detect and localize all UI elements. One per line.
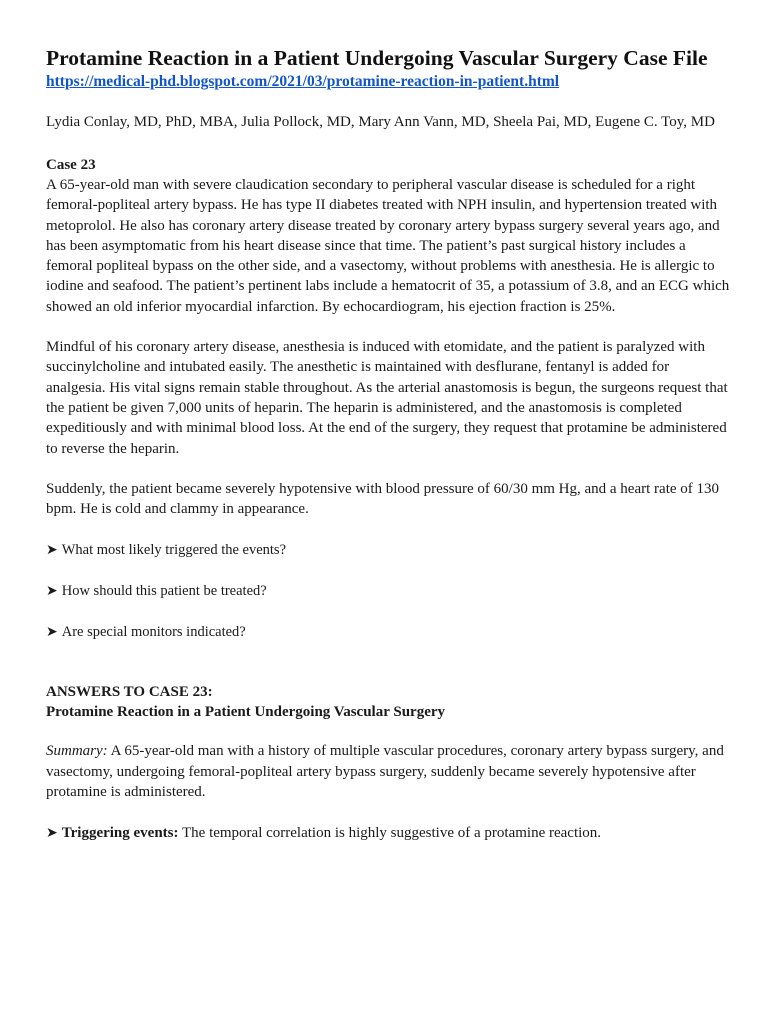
trigger-label: Triggering events: (61, 825, 179, 842)
answers-heading: ANSWERS TO CASE 23: (46, 684, 213, 701)
question-text: How should this patient be treated? (61, 583, 267, 600)
source-link[interactable]: https://medical-phd.blogspot.com/2021/03/protamine-reaction-in-patient.html (46, 73, 560, 90)
summary-paragraph (46, 741, 730, 802)
document-title: Protamine Reaction in a Patient Undergoing Vascular Surgery Case File (46, 46, 708, 70)
question-item (46, 540, 730, 560)
trigger-text: The temporal correlation is highly suggestive of a protamine reaction. (178, 825, 602, 842)
document-page (46, 46, 730, 843)
arrow-bullet-icon: ➤ (46, 825, 58, 842)
answers-subheading: Protamine Reaction in a Patient Undergoing Vascular Surgery (46, 704, 446, 721)
question-item (46, 581, 730, 601)
summary-label: Summary: (46, 743, 108, 760)
question-item (46, 622, 730, 642)
arrow-bullet-icon: ➤ (46, 624, 58, 641)
authors-line: Lydia Conlay, MD, PhD, MBA, Julia Pollock, MD, Mary Ann Vann, MD, Sheela Pai, MD, Eugene C. Toy, MD (46, 114, 715, 130)
question-text: What most likely triggered the events? (61, 542, 287, 559)
summary-text: A 65-year-old man with a history of multiple vascular procedures, coronary artery bypass surgery, and vasectomy, undergoing femoral-popliteal artery bypass surgery, suddenly became severely hypotensive after protamine is administered. (46, 743, 724, 801)
arrow-bullet-icon: ➤ (46, 583, 58, 600)
question-text: Are special monitors indicated? (61, 624, 246, 641)
triggering-events-item (46, 823, 730, 843)
case-paragraph-3: Suddenly, the patient became severely hypotensive with blood pressure of 60/30 mm Hg, and a heart rate of 130 bpm. He is cold and clammy in appearance. (46, 480, 720, 518)
case-label: Case 23 (46, 157, 96, 173)
case-paragraph-2: Mindful of his coronary artery disease, anesthesia is induced with etomidate, and the patient is paralyzed with succinylcholine and intubated easily. The anesthetic is maintained with desflurane, fentanyl is added for analgesia. His vital signs remain stable throughout. As the arterial anastomosis is begun, the surgeons request that the patient be given 7,000 units of heparin. The heparin is administered, and the anastomosis is completed expeditiously and with minimal blood loss. At the end of the surgery, they request that protamine be administered to reverse the heparin. (46, 339, 728, 457)
case-paragraph-1: A 65-year-old man with severe claudication secondary to peripheral vascular disease is scheduled for a right femoral-popliteal artery bypass. He has type II diabetes treated with NPH insulin, and hypertension treated with metoprolol. He also has coronary artery disease treated by coronary artery bypass surgery several years ago, and has been asymptomatic from his heart disease since that time. The patient’s past surgical history includes a femoral popliteal bypass on the other side, and a vasectomy, without problems with anesthesia. He is allergic to iodine and seafood. The patient’s pertinent labs include a hematocrit of 35, a potassium of 3.8, and an ECG which showed an old inferior myocardial infarction. By echocardiogram, his ejection fraction is 25%. (46, 177, 730, 315)
arrow-bullet-icon: ➤ (46, 542, 58, 559)
